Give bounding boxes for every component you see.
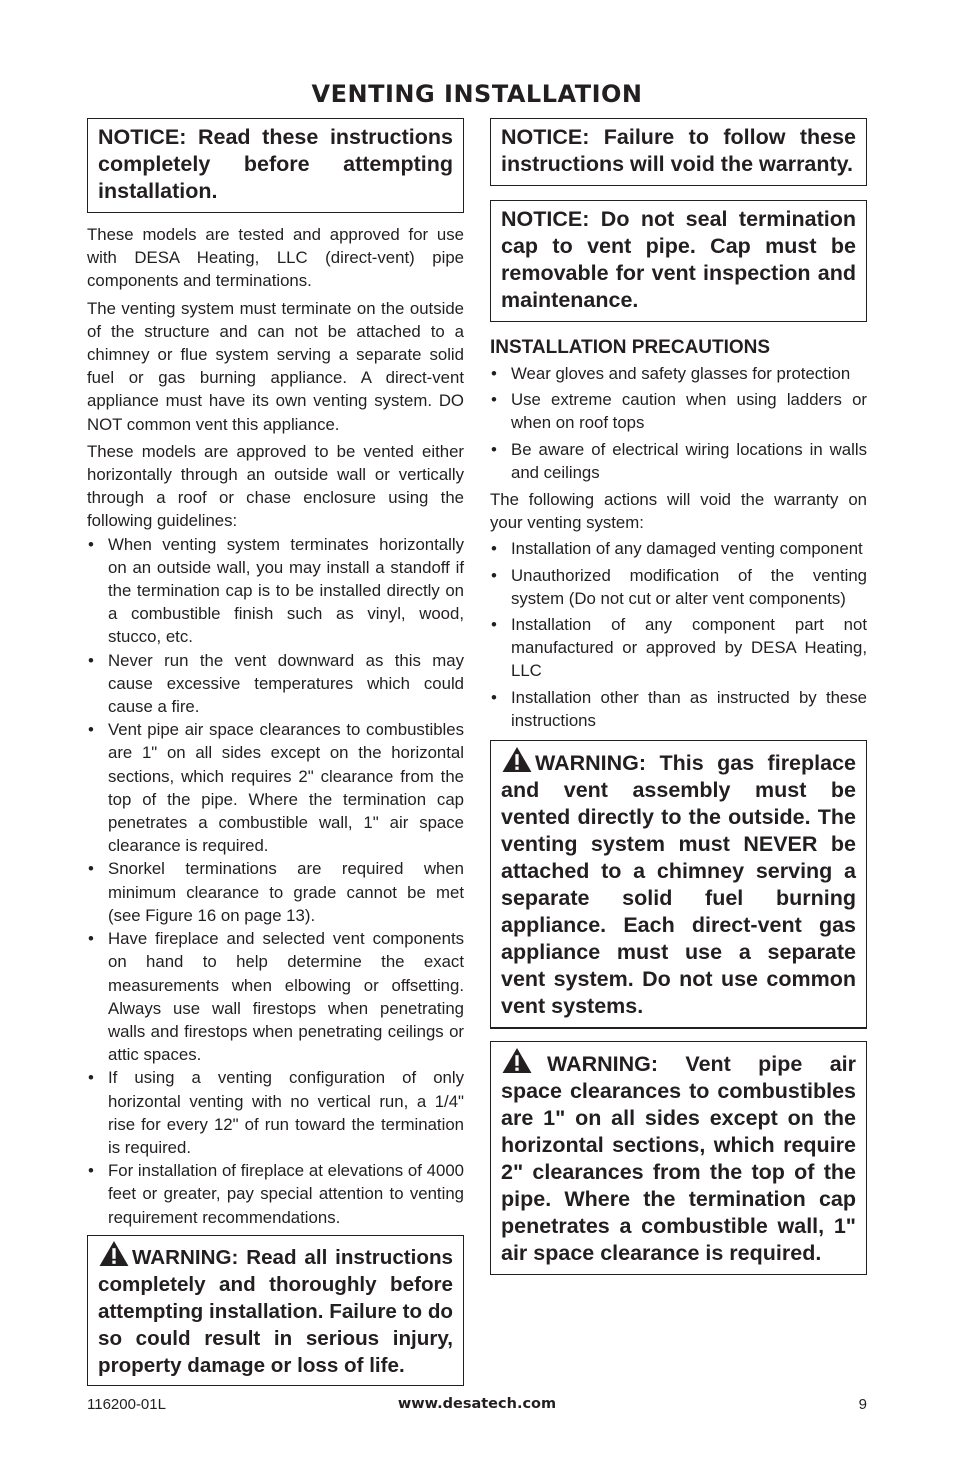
list-item: • Installation other than as instructed by these instructions <box>491 687 867 730</box>
warning-triangle-icon <box>98 1240 130 1267</box>
list-item: • Unauthorized modification of the venting system (Do not cut or alter vent components) <box>491 565 867 608</box>
warning-triangle-icon <box>501 1047 533 1074</box>
list-item: • Vent pipe air space clearances to combustibles are 1" on all sides except on the horizontal sections, which requires 2" clearance from the top of the pipe. Where the termination cap penetrates a combustible wall, 1" air space clearance is required. <box>88 720 464 856</box>
venting-guidelines-list <box>87 533 464 1229</box>
notice-void-warranty: NOTICE: Failure to follow these instructions will void the warranty. <box>490 118 867 186</box>
list-item: • When venting system terminates horizontally on an outside wall, you may install a standoff if the termination cap is to be installed directly on a combustible finish such as vinyl, wood, stucco, etc. <box>88 534 464 647</box>
list-item: • Installation of any component part not manufactured or approved by DESA Heating, LLC <box>491 615 867 681</box>
warning-read-instructions: WARNING: Read all instructions completely and thoroughly before attempting installation. Failure to do so could result in serious injury, property damage or loss of life. <box>87 1235 464 1386</box>
notice-read-instructions: NOTICE: Read these instructions completely before attempting installation. <box>87 118 464 213</box>
installation-precautions-heading: INSTALLATION PRECAUTIONS <box>490 337 771 358</box>
page-title: VENTING INSTALLATION <box>311 80 643 108</box>
precautions-list <box>490 362 867 484</box>
list-item: • Have fireplace and selected vent components on hand to help determine the exact measurements when elbowing or offsetting. Always use wall firestops when penetrating walls and firestops when penetrating ceilings or attic spaces. <box>88 929 464 1065</box>
website-link[interactable]: www.desatech.com <box>397 1396 557 1412</box>
list-item: • Wear gloves and safety glasses for protection <box>491 364 851 383</box>
paragraph-void-warranty: The following actions will void the warranty on your venting system: <box>490 490 867 533</box>
list-item: • Be aware of electrical wiring locations in walls and ceilings <box>491 439 867 482</box>
paragraph-venting-system: The venting system must terminate on the outside of the structure and can not be attached to a chimney or flue system serving a separate solid fuel or gas burning appliance. A direct-vent appliance must have its own venting system. DO NOT common vent this appliance. <box>87 298 464 434</box>
list-item: • Never run the vent downward as this may cause excessive temperatures which could cause a fire. <box>88 650 464 717</box>
page-number: 9 <box>858 1396 867 1413</box>
list-item: • For installation of fireplace at elevations of 4000 feet or greater, pay special attention to venting requirement recommendations. <box>88 1161 464 1227</box>
warning-air-space-clearance: WARNING: Vent pipe air space clearances to combustibles are 1" on all sides except on the horizontal sections, which require 2" clearances from the top of the pipe. Where the termination cap penetrates a combustible wall, 1" air space clearance is required. <box>490 1041 867 1275</box>
warning-vent-outside: WARNING: This gas fireplace and vent assembly must be vented directly to the outside. The venting system must NEVER be attached to a chimney serving a separate solid fuel burning appliance. Each direct-vent gas appliance must use a separate vent system. Do not use common vent systems. <box>490 740 867 1029</box>
left-column <box>87 118 464 1386</box>
notice-termination-cap: NOTICE: Do not seal termination cap to vent pipe. Cap must be removable for vent inspection and maintenance. <box>490 200 867 322</box>
void-warranty-list <box>490 537 867 732</box>
list-item: • Use extreme caution when using ladders or when on roof tops <box>491 390 867 433</box>
warning-triangle-icon <box>501 746 533 773</box>
paragraph-vent-guidelines: These models are approved to be vented either horizontally through an outside wall or vertically through a roof or chase enclosure using the following guidelines: <box>87 441 464 531</box>
list-item: • Installation of any damaged venting component <box>491 539 863 559</box>
paragraph-approved-components: These models are tested and approved for use with DESA Heating, LLC (direct-vent) pipe components and terminations. <box>87 225 464 291</box>
list-item: • If using a venting configuration of only horizontal venting with no vertical run, a 1/4" rise for every 12" of run toward the termination is required. <box>88 1068 464 1157</box>
right-column <box>490 118 867 1275</box>
list-item: • Snorkel terminations are required when minimum clearance to grade cannot be met (see Figure 16 on page 13). <box>88 859 464 925</box>
part-number: 116200-01L <box>87 1396 166 1413</box>
